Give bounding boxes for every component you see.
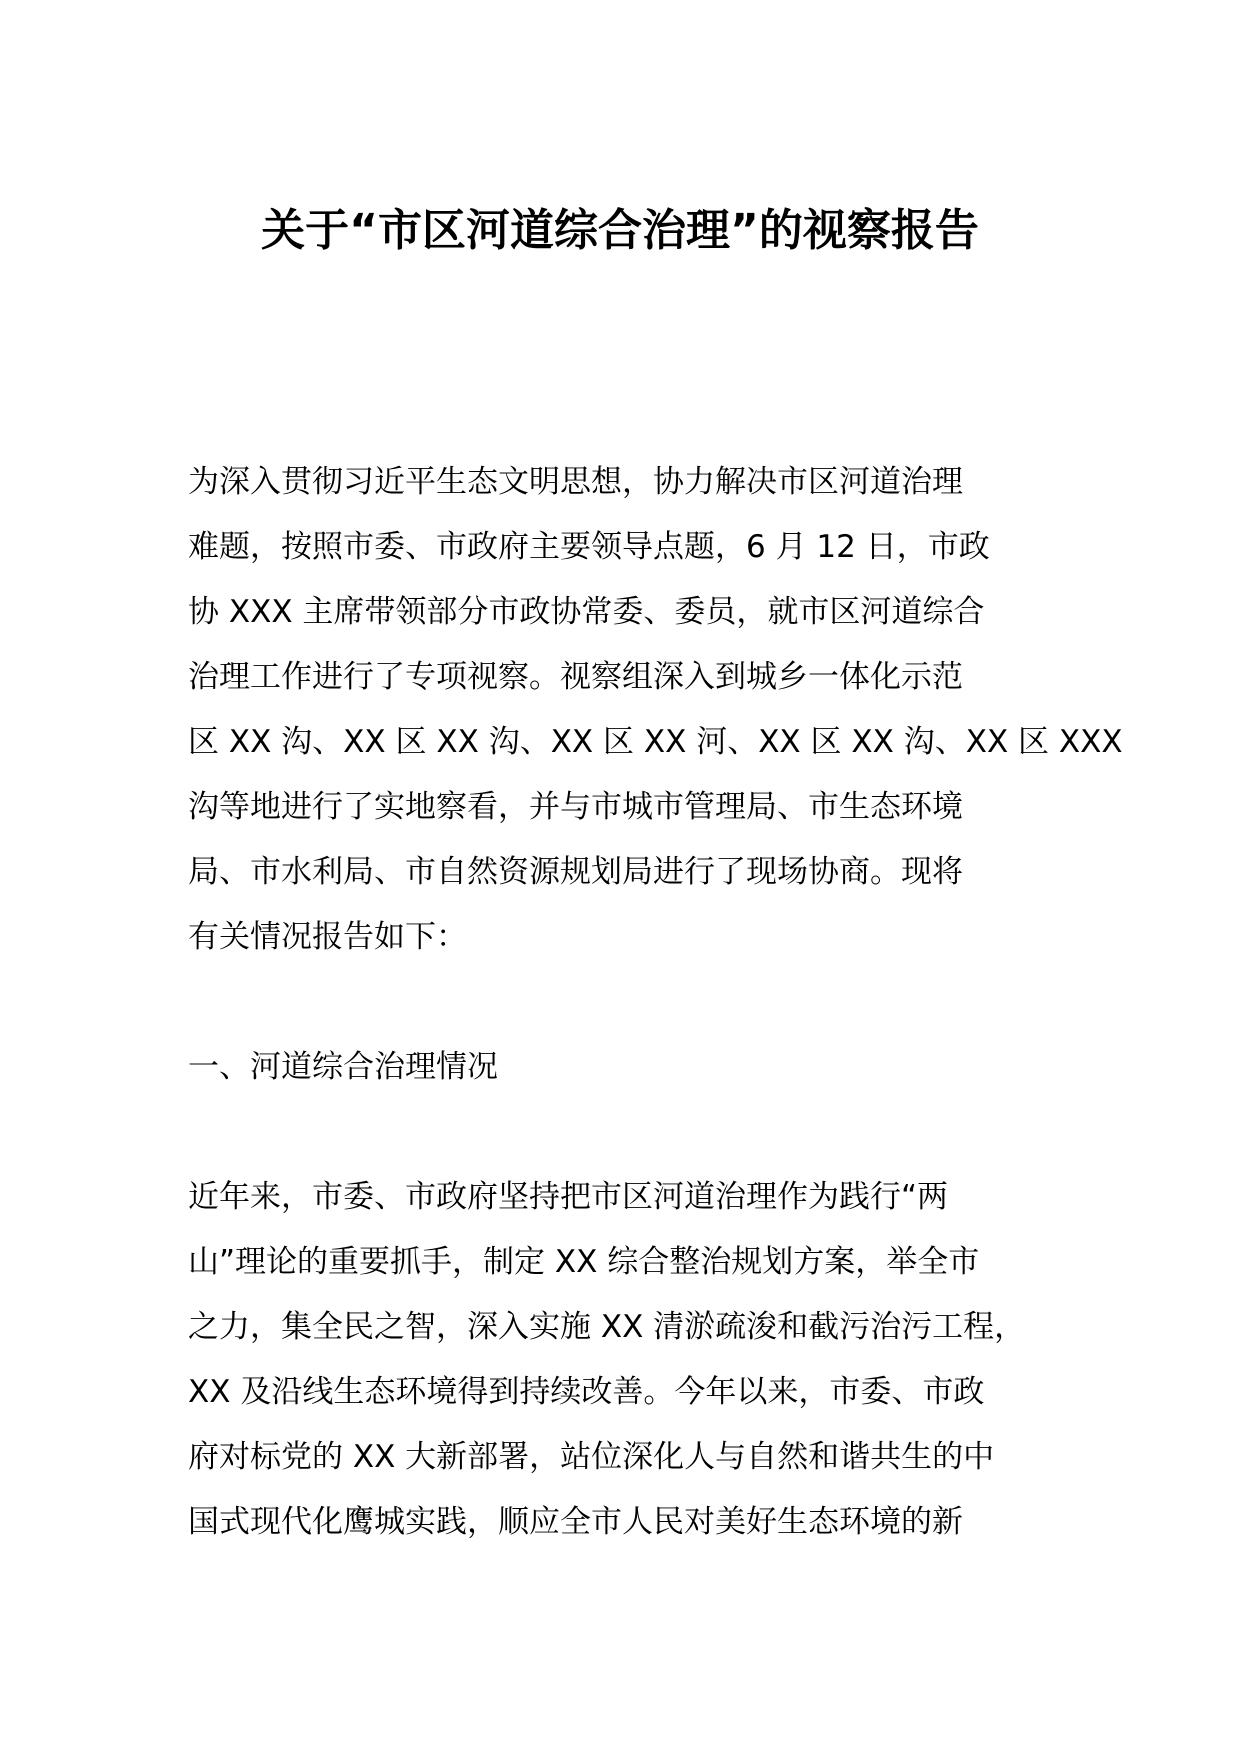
intro-paragraph xyxy=(188,450,1123,970)
paragraph-line: 国式现代化鹰城实践，顺应全市人民对美好生态环境的新 xyxy=(188,1504,963,1540)
document-title: 关于“市区河道综合治理”的视察报告 xyxy=(261,205,979,256)
paragraph-line: 难题，按照市委、市政府主要领导点题，6 月 12 日，市政 xyxy=(188,529,990,565)
paragraph-line: 有关情况报告如下： xyxy=(188,919,467,955)
paragraph-line: 府对标党的 XX 大新部署，站位深化人与自然和谐共生的中 xyxy=(188,1439,995,1475)
paragraph-line: 近年来，市委、市政府坚持把市区河道治理作为践行“两 xyxy=(188,1179,949,1215)
paragraph-line: XX 及沿线生态环境得到持续改善。今年以来，市委、市政 xyxy=(188,1374,985,1410)
paragraph-line: 区 XX 沟、XX 区 XX 沟、XX 区 XX 河、XX 区 XX 沟、XX 区 XXX xyxy=(188,724,1123,760)
paragraph-line: 为深入贯彻习近平生态文明思想，协力解决市区河道治理 xyxy=(188,464,963,500)
section-heading: 一、河道综合治理情况 xyxy=(188,1049,498,1085)
paragraph-line: 之力，集全民之智，深入实施 XX 清淤疏浚和截污治污工程， xyxy=(188,1309,1026,1345)
paragraph-line: 协 XXX 主席带领部分市政协常委、委员，就市区河道综合 xyxy=(188,594,985,630)
paragraph-line: 沟等地进行了实地察看，并与市城市管理局、市生态环境 xyxy=(188,789,963,825)
section-paragraph xyxy=(188,1165,1068,1555)
paragraph-line: 山”理论的重要抓手，制定 XX 综合整治规划方案，举全市 xyxy=(188,1244,980,1280)
paragraph-line: 局、市水利局、市自然资源规划局进行了现场协商。现将 xyxy=(188,854,963,890)
paragraph-line: 治理工作进行了专项视察。视察组深入到城乡一体化示范 xyxy=(188,659,963,695)
